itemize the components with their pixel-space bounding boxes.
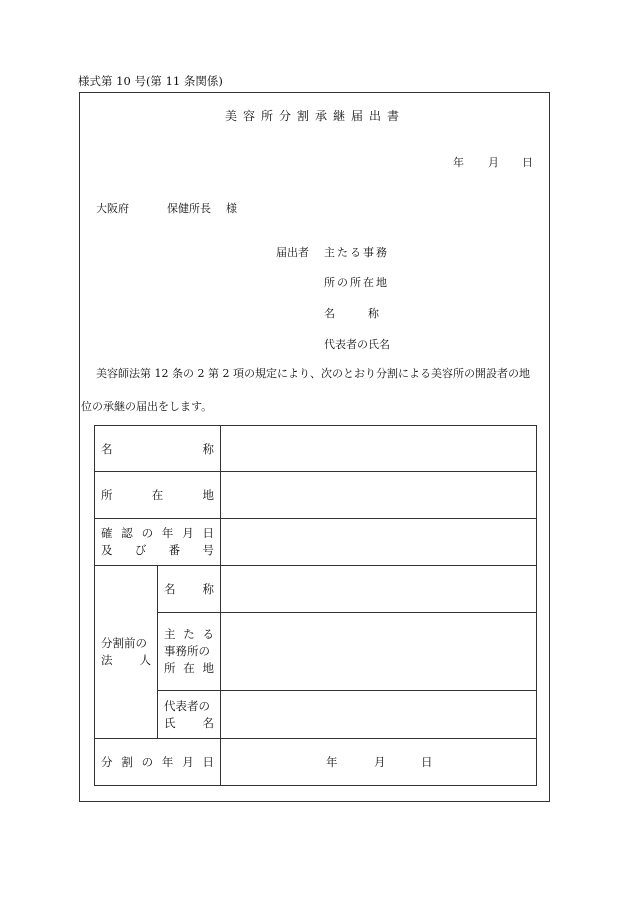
addressee-honorific: 様 <box>226 202 237 215</box>
date-month: 月 <box>488 156 499 169</box>
applicant-address-line2: 所の所在地 <box>324 276 389 289</box>
body-text-line1: 美容師法第 12 条の 2 第 2 項の規定により、次のとおり分割による美容所の開設者の地 <box>96 367 530 380</box>
table-row <box>95 472 537 519</box>
date-year: 年 <box>453 156 464 169</box>
value-split-date[interactable] <box>221 739 537 786</box>
split-day: 日 <box>421 755 433 769</box>
label-sub-name: 名 称 <box>158 566 221 613</box>
applicant-label: 届出者 <box>276 246 309 259</box>
addressee-prefecture: 大阪府 <box>96 202 129 215</box>
value-confirmation[interactable] <box>221 519 537 566</box>
table-row <box>95 613 537 691</box>
label-sub-office-location: 主 た る 事務所の 所 在 地 <box>158 613 221 691</box>
table-row <box>95 739 537 786</box>
info-table <box>94 425 537 786</box>
table-row <box>95 519 537 566</box>
value-sub-representative[interactable] <box>221 691 537 739</box>
value-sub-office-location[interactable] <box>221 613 537 691</box>
table-row <box>95 566 537 613</box>
applicant-address-line1: 主たる事務 <box>324 246 389 259</box>
split-month: 月 <box>374 755 386 769</box>
value-name[interactable] <box>221 426 537 472</box>
applicant-representative-label: 代表者の氏名 <box>324 338 390 351</box>
label-confirmation: 確 認 の 年 月 日 及 び 番 号 <box>95 519 221 566</box>
body-text-line2: 位の承継の届出をします。 <box>81 400 213 413</box>
label-sub-representative: 代表者の 氏 名 <box>158 691 221 739</box>
split-year: 年 <box>326 755 338 769</box>
date-day: 日 <box>522 156 533 169</box>
value-sub-name[interactable] <box>221 566 537 613</box>
form-title: 美容所分割承継届出書 <box>224 109 405 123</box>
table-row <box>95 691 537 739</box>
form-number-label: 様式第 10 号(第 11 条関係) <box>78 74 223 88</box>
addressee-office: 保健所長 <box>167 202 211 215</box>
label-location: 所 在 地 <box>95 472 221 519</box>
applicant-name-label: 名 称 <box>324 307 379 320</box>
table-row <box>95 426 537 472</box>
label-name: 名 称 <box>95 426 221 472</box>
label-split-date: 分 割 の 年 月 日 <box>95 739 221 786</box>
label-pre-split-corporation: 分割前の 法 人 <box>95 566 158 739</box>
value-location[interactable] <box>221 472 537 519</box>
